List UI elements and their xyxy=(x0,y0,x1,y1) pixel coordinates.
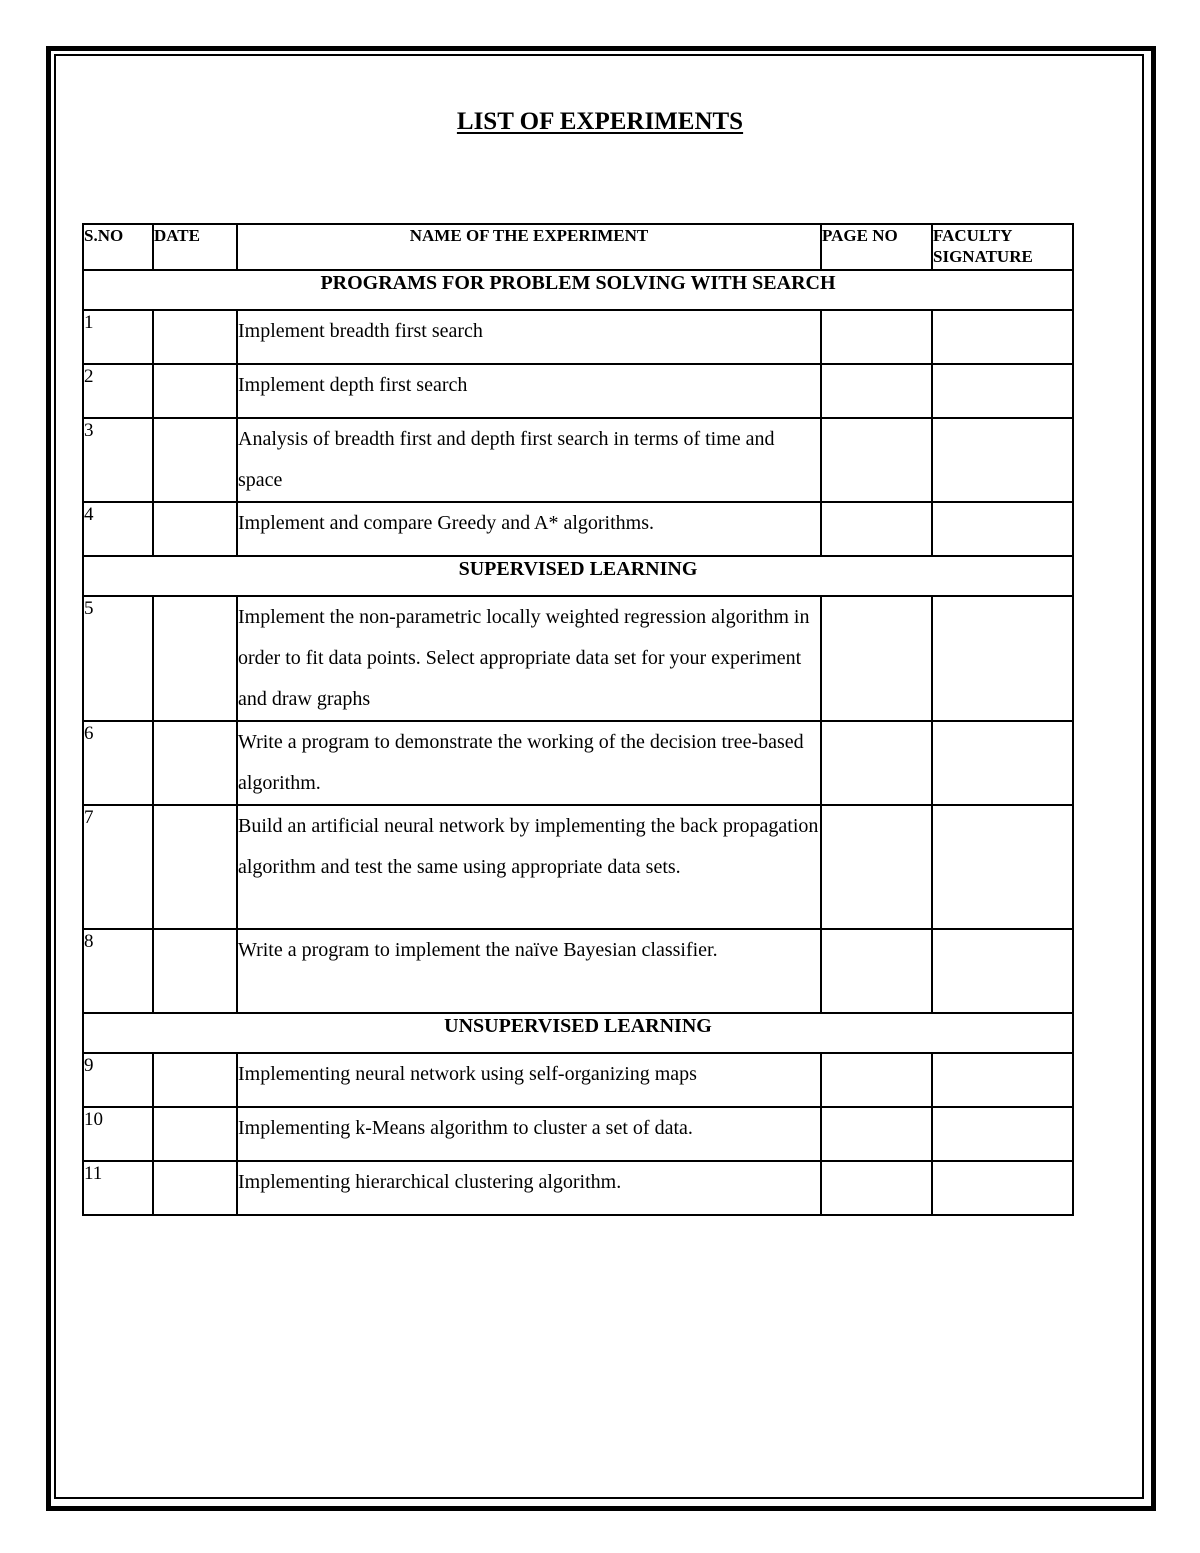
section-row xyxy=(83,1013,1073,1053)
cell-date xyxy=(153,1107,237,1161)
cell-signature xyxy=(932,596,1073,721)
cell-page-no xyxy=(821,929,932,1013)
cell-page-no xyxy=(821,310,932,364)
table-row xyxy=(83,805,1073,929)
section-title: UNSUPERVISED LEARNING xyxy=(83,1013,1073,1053)
cell-experiment-name: Build an artificial neural network by implementing the back propagation algorithm and test the same using appropriate data sets. xyxy=(237,805,821,929)
cell-date xyxy=(153,721,237,805)
table-header-row xyxy=(83,224,1073,270)
cell-date xyxy=(153,1053,237,1107)
cell-experiment-name: Write a program to demonstrate the working of the decision tree-based algorithm. xyxy=(237,721,821,805)
cell-date xyxy=(153,418,237,502)
cell-date xyxy=(153,502,237,556)
cell-signature xyxy=(932,418,1073,502)
header-signature-line2: SIGNATURE xyxy=(933,247,1033,266)
cell-sno: 11 xyxy=(83,1161,153,1215)
page-title: LIST OF EXPERIMENTS xyxy=(456,108,744,135)
cell-experiment-name: Implementing neural network using self-organizing maps xyxy=(237,1053,821,1107)
table-row xyxy=(83,418,1073,502)
cell-signature xyxy=(932,805,1073,929)
table-row xyxy=(83,364,1073,418)
table-row xyxy=(83,1107,1073,1161)
header-date: DATE xyxy=(153,224,237,270)
cell-page-no xyxy=(821,1053,932,1107)
cell-page-no xyxy=(821,1161,932,1215)
cell-sno: 6 xyxy=(83,721,153,805)
cell-sno: 10 xyxy=(83,1107,153,1161)
header-experiment-name: NAME OF THE EXPERIMENT xyxy=(237,224,821,270)
cell-date xyxy=(153,1161,237,1215)
table-row xyxy=(83,596,1073,721)
cell-signature xyxy=(932,364,1073,418)
cell-sno: 5 xyxy=(83,596,153,721)
header-page-no: PAGE NO xyxy=(821,224,932,270)
section-row xyxy=(83,556,1073,596)
cell-experiment-name: Analysis of breadth first and depth first search in terms of time and space xyxy=(237,418,821,502)
cell-signature xyxy=(932,1107,1073,1161)
cell-page-no xyxy=(821,596,932,721)
cell-sno: 1 xyxy=(83,310,153,364)
cell-signature xyxy=(932,1161,1073,1215)
table-row xyxy=(83,502,1073,556)
header-signature-line1: FACULTY xyxy=(933,226,1013,245)
cell-page-no xyxy=(821,805,932,929)
cell-sno: 2 xyxy=(83,364,153,418)
cell-signature xyxy=(932,1053,1073,1107)
section-title: SUPERVISED LEARNING xyxy=(83,556,1073,596)
cell-experiment-name: Implement breadth first search xyxy=(237,310,821,364)
cell-page-no xyxy=(821,502,932,556)
cell-signature xyxy=(932,929,1073,1013)
cell-sno: 3 xyxy=(83,418,153,502)
cell-experiment-name: Implement and compare Greedy and A* algorithms. xyxy=(237,502,821,556)
cell-sno: 9 xyxy=(83,1053,153,1107)
table-row xyxy=(83,721,1073,805)
table-row xyxy=(83,1161,1073,1215)
cell-sno: 8 xyxy=(83,929,153,1013)
cell-page-no xyxy=(821,721,932,805)
section-row xyxy=(83,270,1073,310)
cell-experiment-name: Implement the non-parametric locally weighted regression algorithm in order to fit data points. Select appropriate data set for your experiment and draw graphs xyxy=(237,596,821,721)
cell-page-no xyxy=(821,418,932,502)
cell-date xyxy=(153,364,237,418)
cell-sno: 4 xyxy=(83,502,153,556)
cell-date xyxy=(153,929,237,1013)
experiments-table xyxy=(82,223,1074,1216)
cell-experiment-name: Implementing hierarchical clustering algorithm. xyxy=(237,1161,821,1215)
cell-experiment-name: Implement depth first search xyxy=(237,364,821,418)
cell-page-no xyxy=(821,1107,932,1161)
cell-experiment-name: Write a program to implement the naïve Bayesian classifier. xyxy=(237,929,821,1013)
table-row xyxy=(83,1053,1073,1107)
cell-signature xyxy=(932,502,1073,556)
cell-signature xyxy=(932,310,1073,364)
cell-date xyxy=(153,596,237,721)
cell-page-no xyxy=(821,364,932,418)
header-faculty-signature xyxy=(932,224,1073,270)
cell-date xyxy=(153,805,237,929)
table-row xyxy=(83,929,1073,1013)
section-title: PROGRAMS FOR PROBLEM SOLVING WITH SEARCH xyxy=(83,270,1073,310)
cell-sno: 7 xyxy=(83,805,153,929)
table-row xyxy=(83,310,1073,364)
cell-experiment-name: Implementing k-Means algorithm to cluster a set of data. xyxy=(237,1107,821,1161)
cell-signature xyxy=(932,721,1073,805)
cell-date xyxy=(153,310,237,364)
header-sno: S.NO xyxy=(83,224,153,270)
